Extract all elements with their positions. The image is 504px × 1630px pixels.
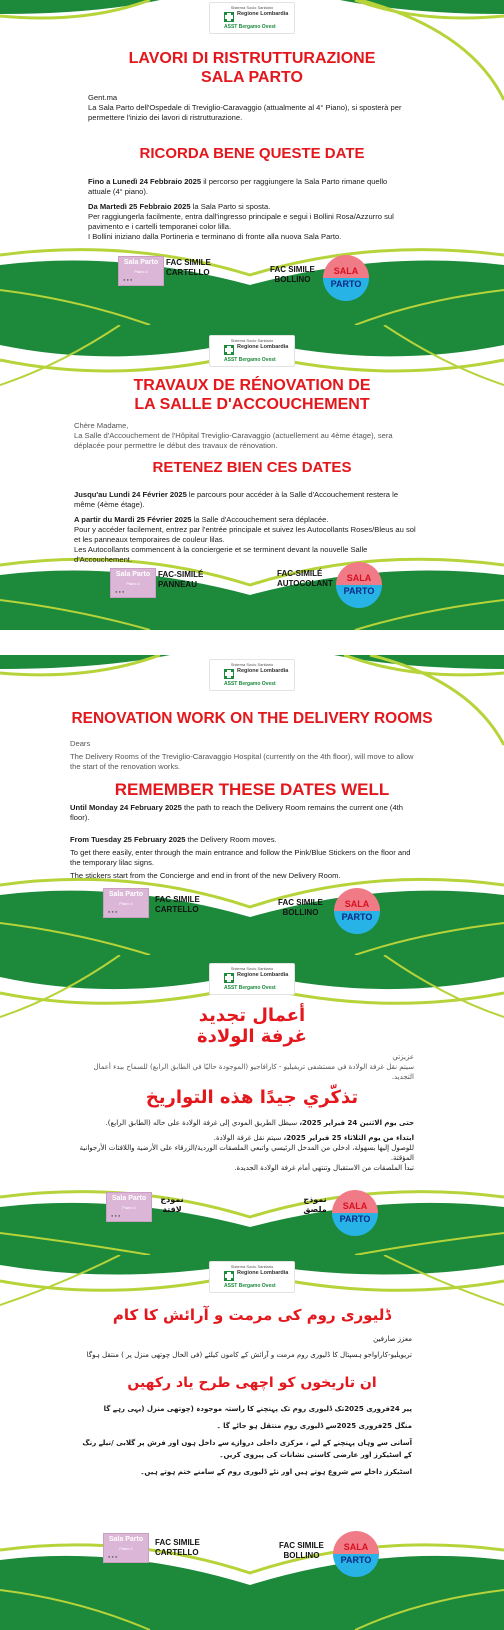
logo-regione-lombardia — [209, 1261, 295, 1293]
lombardia-cross-icon — [224, 1271, 234, 1281]
body-fr — [74, 490, 418, 570]
lombardia-cross-icon — [224, 973, 234, 983]
sticker-icons: ● ● ● — [108, 1554, 118, 1559]
bollino-top: SALA — [333, 266, 359, 276]
sticker-icons: ● ● ● — [111, 1213, 121, 1218]
bollino-top: SALA — [343, 1542, 369, 1552]
sticker-title: Sala Parto — [108, 1536, 144, 1543]
intro-en — [70, 739, 418, 777]
intro-ar — [70, 1052, 414, 1087]
intro-text: The Delivery Rooms of the Treviglio-Caravaggio Hospital (currently on the 4th floor), will move to allow the start of the renovation works. — [70, 752, 414, 771]
date-1: Until Monday 24 February 2025 — [70, 803, 182, 812]
greeting: معزز صارفین — [373, 1335, 412, 1343]
title-ar — [20, 1005, 484, 1047]
fac-simile-right: FAC SIMILE BOLLINO — [278, 898, 323, 917]
paragraph-1 — [72, 1118, 414, 1128]
paragraph-2 — [72, 1133, 414, 1143]
paragraph-2-rest: la Sala Parto si sposta. — [190, 202, 271, 211]
sala-parto-bollino — [333, 1531, 379, 1577]
title-line1: TRAVAUX DE RÉNOVATION DE — [133, 377, 371, 394]
logo-regione-lombardia — [209, 2, 295, 34]
panel-arabic — [0, 955, 504, 1255]
title-line1: LAVORI DI RISTRUTTURAZIONE — [128, 50, 376, 67]
logo-asst-text: ASST Bergamo Ovest — [224, 1283, 276, 1289]
greeting: Dears — [70, 739, 91, 748]
paragraph-2 — [74, 515, 418, 525]
title-it — [20, 50, 484, 88]
sticker-sub: Piano 4 — [126, 581, 140, 586]
logo-system-text: Sistema Socio Sanitario — [230, 966, 274, 971]
intro-text: سيتم نقل غرفة الولادة في مستشفى تريفيليو - كارافاجيو (الموجودة حاليًا في الطابق الرابع) للسماح ببدء أعمال التجديد. — [93, 1063, 414, 1081]
bollino-top: SALA — [344, 899, 370, 909]
title-line2: غرفة الولادة — [197, 1026, 307, 1048]
sticker-icons: ● ● ● — [123, 277, 133, 282]
paragraph-2: منگل 25فروری 2025سے ڈلیوری روم منتقل ہو جائے گا ۔ — [216, 1422, 412, 1430]
body-en — [70, 803, 418, 886]
paragraph-1 — [70, 803, 418, 823]
logo-region-text: Regione Lombardia — [237, 668, 289, 674]
paragraph-4: The stickers start from the Concierge and end in front of the new Delivery Room. — [70, 871, 341, 880]
subtitle-ar: تذكّري جيدًا هذه التواريخ — [145, 1087, 359, 1108]
paragraph-2 — [88, 202, 412, 212]
date-1: حتى يوم الاثنين 24 فبراير 2025، — [299, 1119, 414, 1127]
sala-parto-bollino — [323, 255, 369, 301]
logo-regione-lombardia — [209, 335, 295, 367]
title-fr — [20, 377, 484, 415]
fac-simile-left: FAC-SIMILÉ PANNEAU — [158, 570, 204, 589]
bollino-bottom: PARTO — [339, 1214, 371, 1224]
date-1: Jusqu'au Lundi 24 Février 2025 — [74, 490, 187, 499]
date-2: A partir du Mardi 25 Février 2025 — [74, 515, 192, 524]
date-1: Fino a Lunedì 24 Febbraio 2025 — [88, 177, 202, 186]
paragraph-2-rest: the Delivery Room moves. — [185, 835, 277, 844]
sticker-title: Sala Parto — [115, 571, 151, 578]
paragraph-4: تبدأ الملصقات من الاستقبال وتنتهي أمام غرفة الولادة الجديدة. — [234, 1164, 414, 1172]
logo-asst-text: ASST Bergamo Ovest — [224, 357, 276, 363]
sticker-sub: Piano 4 — [122, 1205, 136, 1210]
intro-fr — [74, 421, 418, 456]
date-2: From Tuesday 25 February 2025 — [70, 835, 186, 844]
sticker-sample — [118, 256, 164, 286]
bollino-top: SALA — [342, 1201, 368, 1211]
intro-it — [88, 93, 414, 128]
title-line2: SALA PARTO — [201, 68, 303, 86]
sticker-sample — [103, 888, 149, 918]
logo-region-text: Regione Lombardia — [237, 11, 289, 17]
greeting: عزيزتي — [392, 1053, 414, 1061]
paragraph-1-rest: il percorso per raggiungere la Sala Parto rimane quello attuale (4° piano). — [88, 177, 388, 196]
fac-simile-right: FAC SIMILE BOLLINO — [270, 265, 315, 284]
fac-simile-left: FAC SIMILE CARTELLO — [155, 1538, 200, 1557]
intro-text: La Salle d'Accouchement de l'Hôpital Treviglio-Caravaggio (actuellement au 4ème étage), sera déplacée pour permettre le début des travaux de rénovation. — [74, 431, 393, 450]
sticker-title: Sala Parto — [108, 891, 144, 898]
intro-text: تریویلیو-کاراواجو ہسپتال کا ڈلیوری روم مرمت و آرائش کے کاموں کیلئے (فی الحال چوتھی منزل پر ) منتقل ہوگا — [86, 1351, 412, 1359]
lombardia-cross-icon — [224, 669, 234, 679]
logo-regione-lombardia — [209, 963, 295, 995]
paragraph-4: I Bollini iniziano dalla Portineria e terminano di fronte alla nuova Sala Parto. — [88, 232, 342, 241]
logo-asst-text: ASST Bergamo Ovest — [224, 24, 276, 30]
paragraph-2-rest: سيتم نقل غرفة الولادة. — [213, 1134, 284, 1142]
intro-text: La Sala Parto dell'Ospedale di Treviglio-Caravaggio (attualmente al 4° Piano), si sposterà per permettere l'inizio dei lavori di ristrutturazione. — [88, 103, 402, 122]
lombardia-cross-icon — [224, 345, 234, 355]
logo-system-text: Sistema Socio Sanitario — [230, 662, 274, 667]
title-ur: ڈلیوری روم کی مرمت و آرائش کا کام — [112, 1306, 392, 1324]
paragraph-2 — [70, 835, 418, 845]
sticker-title: Sala Parto — [111, 1195, 147, 1202]
subtitle-ur: ان تاریخوں کو اچھی طرح یاد رکھیں — [127, 1375, 377, 1391]
greeting: Chère Madame, — [74, 421, 129, 430]
sticker-sub: Piano 4 — [134, 269, 148, 274]
bollino-bottom: PARTO — [340, 1555, 372, 1565]
logo-region-text: Regione Lombardia — [237, 972, 289, 978]
sticker-sample — [103, 1533, 149, 1563]
bollino-top: SALA — [346, 573, 372, 583]
paragraph-2-rest: la Salle d'Accouchement sera déplacée. — [191, 515, 329, 524]
panel-urdu — [0, 1255, 504, 1630]
subtitle-en: REMEMBER THESE DATES WELL — [114, 780, 390, 799]
sala-parto-bollino — [332, 1190, 378, 1236]
paragraph-3: To get there easily, enter through the main entrance and follow the Pink/Blue Stickers on the floor and the temporary lilac signs. — [70, 848, 411, 867]
paragraph-4: اسٹیکرز داخلے سے شروع ہوتے ہیں اور نئے ڈلیوری روم کے سامنے ختم ہوتے ہیں۔ — [140, 1468, 412, 1476]
fac-simile-left: FAC SIMILE CARTELLO — [155, 895, 200, 914]
intro-ur — [72, 1333, 412, 1366]
logo-regione-lombardia — [209, 659, 295, 691]
body-ur — [72, 1403, 412, 1483]
paragraph-3: Per raggiungerla facilmente, entra dall'ingresso principale e segui i Bollini Rosa/Azzurro sul pavimento e i cartelli temporanei color lilla. — [88, 212, 394, 231]
lombardia-cross-icon — [224, 12, 234, 22]
sticker-title: Sala Parto — [123, 259, 159, 266]
logo-system-text: Sistema Socio Sanitario — [230, 5, 274, 10]
logo-region-text: Regione Lombardia — [237, 344, 289, 350]
paragraph-1: پیر 24فروری 2025تک ڈلیوری روم تک پہنچنے کا راستہ موجودہ (چوتھی منزل (یہی رہے گا — [103, 1405, 412, 1413]
date-2: ابتداء من يوم الثلاثاء 25 فبراير 2025، — [283, 1134, 414, 1142]
panel-english — [0, 655, 504, 955]
title-line1: أعمال تجديد — [198, 1005, 306, 1026]
logo-region-text: Regione Lombardia — [237, 1270, 289, 1276]
panel-decoration — [0, 325, 504, 630]
body-it — [88, 177, 412, 247]
paragraph-3: آسانی سے وہاں پہنچنے کے لیے ، مرکزی داخلی دروازے سے داخل ہوں اور فرش پر گلابی /نیلے رنگ کے اسٹیکرز اور عارضی کاسنی نشانات کی پیروی کریں۔ — [82, 1439, 412, 1459]
sticker-icons: ● ● ● — [115, 589, 125, 594]
fac-simile-right: نموذج ملصق — [303, 1195, 327, 1214]
logo-asst-text: ASST Bergamo Ovest — [224, 985, 276, 991]
fac-simile-left: FAC SIMILE CARTELLO — [166, 258, 211, 277]
fac-simile-right: FAC-SIMILÉ AUTOCOLANT — [277, 569, 333, 588]
paragraph-1-rest: سيظل الطريق المودي إلى غرفة الولادة على حاله (الطابق الرابع). — [105, 1119, 300, 1127]
paragraph-1-rest: the path to reach the Delivery Room remains the current one (4th floor). — [70, 803, 404, 822]
paragraph-4: Les Autocollants commencent à la conciergerie et se terminent devant la nouvelle Salle d'Accouchement. — [74, 545, 368, 564]
sticker-sample — [106, 1192, 152, 1222]
paragraph-3: للوصول إليها بسهولة، ادخلي من المدخل الرئيسي واتبعي الملصقات الوردية/الزرقاء على الأرضية واللافتات الأرجوانية المؤقتة. — [79, 1144, 414, 1162]
title-line2: LA SALLE D'ACCOUCHEMENT — [134, 395, 370, 413]
body-ar — [72, 1118, 414, 1178]
fac-simile-right: FAC SIMILE BOLLINO — [279, 1541, 324, 1560]
subtitle-fr: RETENEZ BIEN CES DATES — [152, 459, 352, 476]
sala-parto-bollino — [336, 562, 382, 608]
paragraph-1-rest: le parcours pour accéder à la Salle d'Accouchement restera le même (4ème étage). — [74, 490, 399, 509]
date-2: Da Martedì 25 Febbraio 2025 — [88, 202, 191, 211]
sticker-sub: Piano 4 — [119, 1546, 133, 1551]
bollino-bottom: PARTO — [343, 586, 375, 596]
bollino-bottom: PARTO — [341, 912, 373, 922]
logo-system-text: Sistema Socio Sanitario — [230, 338, 274, 343]
logo-system-text: Sistema Socio Sanitario — [230, 1264, 274, 1269]
fac-simile-left: نموذج لافتة — [160, 1195, 184, 1214]
panel-italian — [0, 0, 504, 325]
sala-parto-bollino — [334, 888, 380, 934]
title-en: RENOVATION WORK ON THE DELIVERY ROOMS — [71, 710, 433, 727]
greeting: Gent.ma — [88, 93, 118, 102]
logo-asst-text: ASST Bergamo Ovest — [224, 681, 276, 687]
sticker-sub: Piano 4 — [119, 901, 133, 906]
bollino-bottom: PARTO — [330, 279, 362, 289]
panel-french — [0, 325, 504, 630]
sticker-icons: ● ● ● — [108, 909, 118, 914]
sticker-sample — [110, 568, 156, 598]
paragraph-1 — [88, 177, 412, 197]
paragraph-1 — [74, 490, 418, 510]
paragraph-3: Pour y accéder facilement, entrez par l'entrée principale et suivez les Autocollants Roses/Bleus au sol et les panneaux temporaires de couleur lilas. — [74, 525, 416, 544]
subtitle-it: RICORDA BENE QUESTE DATE — [139, 145, 365, 162]
